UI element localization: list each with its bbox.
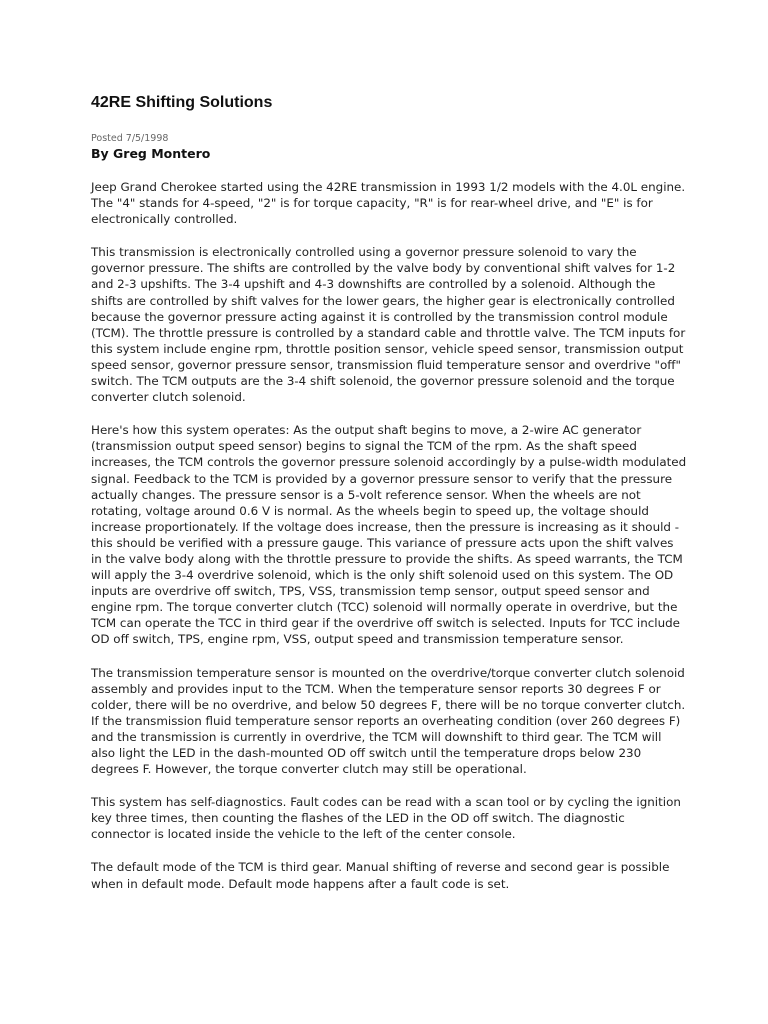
paragraph-control: This transmission is electronically controlled using a governor pressure solenoid to vary the governor pressure. The shifts are controlled by the valve body by conventional shift valves for 1-2 and 2-3 upshifts. The 3-4 upshift and 4-3 downshifts are controlled by a solenoid. Although the shifts are controlled by shift valves for the lower gears, the higher gear is electronically controlled because the governor pressure acting against it is controlled by the transmission control module (TCM). The throttle pressure is controlled by a standard cable and throttle valve. The TCM inputs for this system include engine rpm, throttle position sensor, vehicle speed sensor, transmission output speed sensor, governor pressure sensor, transmission fluid temperature sensor and overdrive "off" switch. The TCM outputs are the 3-4 shift solenoid, the governor pressure solenoid and the torque converter clutch solenoid. <box>91 245 686 405</box>
author-byline: By Greg Montero <box>91 146 211 161</box>
paragraph-operation: Here's how this system operates: As the output shaft begins to move, a 2-wire AC generator (transmission output speed sensor) begins to signal the TCM of the rpm. As the shaft speed increases, the TCM controls the governor pressure solenoid accordingly by a pulse-width modulated signal. Feedback to the TCM is provided by a governor pressure sensor to verify that the pressure actually changes. The pressure sensor is a 5-volt reference sensor. When the wheels are not rotating, voltage around 0.6 V is normal. As the wheels begin to speed up, the voltage should increase proportionately. If the voltage does increase, then the pressure is increasing as it should - this should be verified with a pressure gauge. This variance of pressure acts upon the shift valves in the valve body along with the throttle pressure to provide the shifts. As speed warrants, the TCM will apply the 3-4 overdrive solenoid, which is the only shift solenoid used on this system. The OD inputs are overdrive off switch, TPS, VSS, transmission temp sensor, output speed sensor and engine rpm. The torque converter clutch (TCC) solenoid will normally operate in overdrive, but the TCM can operate the TCC in third gear if the overdrive off switch is selected. Inputs for TCC include OD off switch, TPS, engine rpm, VSS, output speed and transmission temperature sensor. <box>91 423 687 647</box>
posted-date: Posted 7/5/1998 <box>91 133 169 144</box>
paragraph-temperature: The transmission temperature sensor is mounted on the overdrive/torque converter clutch solenoid assembly and provides input to the TCM. When the temperature sensor reports 30 degrees F or colder, there will be no overdrive, and below 50 degrees F, there will be no torque converter clutch. If the transmission fluid temperature sensor reports an overheating condition (over 260 degrees F) and the transmission is currently in overdrive, the TCM will downshift to third gear. The TCM will also light the LED in the dash-mounted OD off switch until the temperature drops below 230 degrees F. However, the torque converter clutch may still be operational. <box>91 665 686 777</box>
article <box>91 93 687 909</box>
paragraph-default-mode: The default mode of the TCM is third gear. Manual shifting of reverse and second gear is possible when in default mode. Default mode happens after a fault code is set. <box>91 860 670 891</box>
paragraph-intro: Jeep Grand Cherokee started using the 42RE transmission in 1993 1/2 models with the 4.0L engine. The "4" stands for 4-speed, "2" is for torque capacity, "R" is for rear-wheel drive, and "E" is for electronically controlled. <box>91 180 686 227</box>
article-title: 42RE Shifting Solutions <box>91 94 273 111</box>
paragraph-diagnostics: This system has self-diagnostics. Fault codes can be read with a scan tool or by cycling the ignition key three times, then counting the flashes of the LED in the OD off switch. The diagnostic connector is located inside the vehicle to the left of the center console. <box>91 795 681 842</box>
